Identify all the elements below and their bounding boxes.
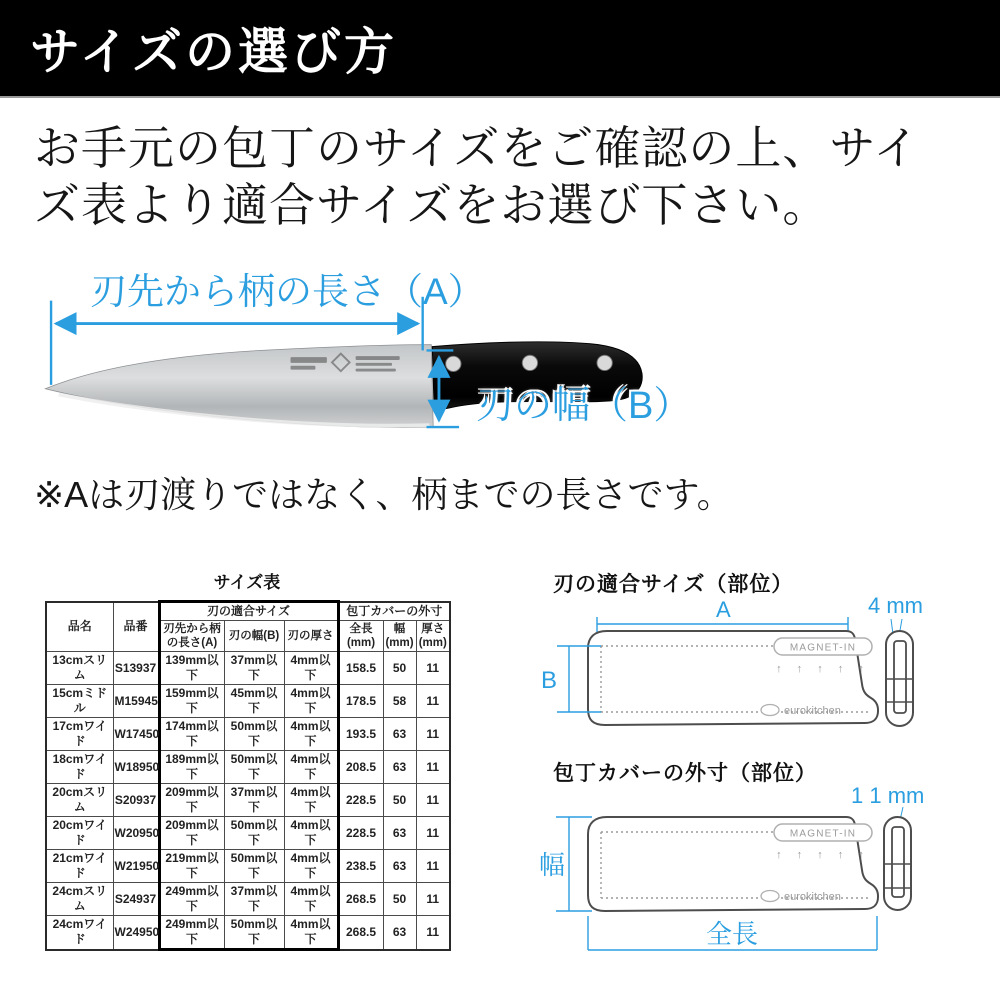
- magnet-in-label: MAGNET-IN: [789, 642, 857, 654]
- cell-blade-length: 249mm以下: [159, 916, 224, 950]
- cell-blade-length: 139mm以下: [159, 652, 224, 685]
- cell-blade-width: 50mm以下: [224, 817, 284, 850]
- cell-total-length: 268.5: [338, 916, 383, 950]
- table-row: [46, 916, 450, 950]
- cell-blade-width: 50mm以下: [224, 718, 284, 751]
- table-row: [46, 751, 450, 784]
- table-row: [46, 784, 450, 817]
- intro-text: [34, 120, 920, 234]
- size-table-section: [45, 568, 449, 951]
- cell-name: 13cmスリム: [46, 652, 113, 685]
- table-row: [46, 883, 450, 916]
- brand-label: eurokitchen: [784, 891, 841, 903]
- cell-blade-length: 209mm以下: [159, 817, 224, 850]
- diagram-blade-fit: [535, 592, 965, 757]
- cell-cover-width: 58: [383, 685, 416, 718]
- handle-rivet: [597, 355, 612, 370]
- cell-cover-thickness: 11: [416, 817, 450, 850]
- cell-code: M15945: [113, 685, 159, 718]
- cell-blade-thickness: 4mm以下: [284, 817, 338, 850]
- cell-blade-thickness: 4mm以下: [284, 784, 338, 817]
- cell-code: S24937: [113, 883, 159, 916]
- table-group-header-row: [46, 602, 450, 621]
- cell-name: 15cmミドル: [46, 685, 113, 718]
- table-row: [46, 850, 450, 883]
- col-header-blade-width: 刃の幅(B): [224, 621, 284, 652]
- magnet-arrows: ↑ ↑ ↑ ↑ ↑: [776, 849, 870, 861]
- cell-code: S20937: [113, 784, 159, 817]
- cell-total-length: 158.5: [338, 652, 383, 685]
- cell-total-length: 238.5: [338, 850, 383, 883]
- cell-total-length: 208.5: [338, 751, 383, 784]
- cell-name: 18cmワイド: [46, 751, 113, 784]
- cell-code: W18950: [113, 751, 159, 784]
- cell-cover-width: 50: [383, 652, 416, 685]
- eurokitchen-logo-icon: [761, 891, 779, 902]
- cell-name: 21cmワイド: [46, 850, 113, 883]
- cell-cover-width: 63: [383, 916, 416, 950]
- cell-cover-width: 50: [383, 883, 416, 916]
- cell-cover-thickness: 11: [416, 850, 450, 883]
- dim-total-label: 全長: [705, 919, 759, 949]
- cell-cover-width: 63: [383, 751, 416, 784]
- magnet-arrows: ↑ ↑ ↑ ↑ ↑: [776, 663, 870, 675]
- cell-total-length: 228.5: [338, 784, 383, 817]
- cell-blade-length: 249mm以下: [159, 883, 224, 916]
- page-title: サイズの選び方: [30, 24, 397, 80]
- dim-a-label: A: [716, 597, 731, 622]
- size-table-title: サイズ表: [213, 573, 281, 592]
- group-header-cover-size: 包丁カバーの外寸: [338, 602, 450, 621]
- blade-width-label: 刃の幅（B）: [476, 385, 692, 427]
- cell-blade-length: 209mm以下: [159, 784, 224, 817]
- cell-code: W21950: [113, 850, 159, 883]
- cell-blade-width: 50mm以下: [224, 850, 284, 883]
- cell-code: S13937: [113, 652, 159, 685]
- cell-name: 24cmワイド: [46, 916, 113, 950]
- cell-name: 24cmスリム: [46, 883, 113, 916]
- col-header-name: 品名: [46, 602, 113, 652]
- eurokitchen-logo-icon: [761, 705, 779, 716]
- title-banner: [0, 0, 1000, 98]
- cell-cover-thickness: 11: [416, 784, 450, 817]
- note-text: ※Aは刃渡りではなく、柄までの長さです。: [34, 474, 733, 515]
- magnet-in-label: MAGNET-IN: [789, 828, 857, 840]
- cell-blade-thickness: 4mm以下: [284, 718, 338, 751]
- cell-blade-thickness: 4mm以下: [284, 685, 338, 718]
- cell-code: W17450: [113, 718, 159, 751]
- diagram-blade-title: 刃の適合サイズ（部位）: [553, 573, 794, 596]
- col-header-total-length: 全長 (mm): [338, 621, 383, 652]
- col-header-blade-thickness: 刃の厚さ: [284, 621, 338, 652]
- cell-cover-thickness: 11: [416, 718, 450, 751]
- table-row: [46, 718, 450, 751]
- blade-length-label: 刃先から柄の長さ（A）: [90, 271, 485, 312]
- diagram-cover-title: 包丁カバーの外寸（部位）: [553, 762, 817, 785]
- table-row: [46, 652, 450, 685]
- cell-total-length: 178.5: [338, 685, 383, 718]
- cell-cover-thickness: 11: [416, 916, 450, 950]
- size-table: [45, 600, 451, 951]
- cell-blade-thickness: 4mm以下: [284, 916, 338, 950]
- cell-cover-width: 63: [383, 850, 416, 883]
- col-header-blade-length: 刃先から柄の長さ(A): [159, 621, 224, 652]
- diagram-cover-size: [535, 780, 975, 980]
- group-header-blade-fit: 刃の適合サイズ: [159, 602, 338, 621]
- cell-cover-thickness: 11: [416, 751, 450, 784]
- cell-blade-width: 37mm以下: [224, 784, 284, 817]
- cell-blade-width: 50mm以下: [224, 751, 284, 784]
- cell-cover-thickness: 11: [416, 883, 450, 916]
- cell-blade-thickness: 4mm以下: [284, 850, 338, 883]
- cell-name: 20cmスリム: [46, 784, 113, 817]
- dim-width-label: 幅: [539, 850, 566, 880]
- dim-4mm-label: 4 mm: [868, 593, 923, 618]
- cell-blade-thickness: 4mm以下: [284, 652, 338, 685]
- cell-cover-thickness: 11: [416, 685, 450, 718]
- col-header-cover-width: 幅 (mm): [383, 621, 416, 652]
- cover-side-view: [884, 817, 911, 910]
- brand-label: eurokitchen: [784, 705, 841, 717]
- cell-total-length: 193.5: [338, 718, 383, 751]
- dim-11mm-label: 1 1 mm: [851, 783, 925, 808]
- cell-blade-width: 45mm以下: [224, 685, 284, 718]
- cover-side-view: [886, 631, 913, 726]
- intro-line-2: ズ表より適合サイズをお選び下さい。: [34, 179, 830, 231]
- cell-blade-length: 189mm以下: [159, 751, 224, 784]
- cell-blade-length: 219mm以下: [159, 850, 224, 883]
- handle-rivet: [522, 355, 537, 370]
- intro-line-1: お手元の包丁のサイズをご確認の上、サイ: [34, 122, 921, 174]
- cell-total-length: 268.5: [338, 883, 383, 916]
- cell-blade-width: 37mm以下: [224, 883, 284, 916]
- cell-blade-width: 50mm以下: [224, 916, 284, 950]
- cell-code: W24950: [113, 916, 159, 950]
- cell-blade-thickness: 4mm以下: [284, 883, 338, 916]
- cell-cover-width: 63: [383, 817, 416, 850]
- dim-b-label: B: [541, 667, 558, 694]
- cell-name: 17cmワイド: [46, 718, 113, 751]
- cell-blade-width: 37mm以下: [224, 652, 284, 685]
- table-row: [46, 817, 450, 850]
- handle-rivet: [446, 356, 461, 371]
- col-header-cover-thickness: 厚さ (mm): [416, 621, 450, 652]
- table-row: [46, 685, 450, 718]
- cell-blade-length: 159mm以下: [159, 685, 224, 718]
- col-header-code: 品番: [113, 602, 159, 652]
- cell-total-length: 228.5: [338, 817, 383, 850]
- cell-code: W20950: [113, 817, 159, 850]
- cell-blade-thickness: 4mm以下: [284, 751, 338, 784]
- cell-blade-length: 174mm以下: [159, 718, 224, 751]
- cell-name: 20cmワイド: [46, 817, 113, 850]
- cell-cover-thickness: 11: [416, 652, 450, 685]
- cell-cover-width: 50: [383, 784, 416, 817]
- cell-cover-width: 63: [383, 718, 416, 751]
